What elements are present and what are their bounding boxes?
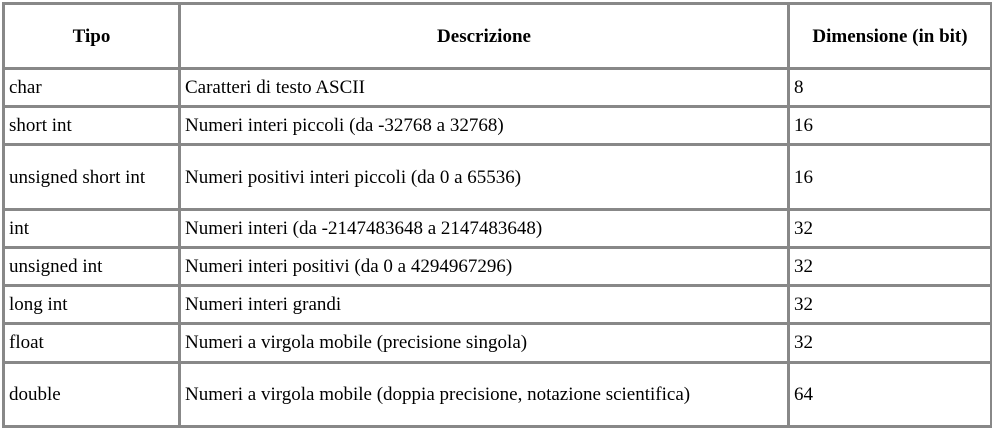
cell-dimensione: 64 <box>789 362 992 426</box>
cell-descrizione: Numeri interi positivi (da 0 a 4294967296) <box>180 247 789 285</box>
cell-tipo: double <box>4 362 180 426</box>
cell-tipo: int <box>4 209 180 247</box>
cell-dimensione: 16 <box>789 107 992 145</box>
cell-tipo: short int <box>4 107 180 145</box>
cell-dimensione: 32 <box>789 286 992 324</box>
cell-descrizione: Numeri a virgola mobile (doppia precisione, notazione scientifica) <box>180 362 789 426</box>
cell-tipo: char <box>4 69 180 107</box>
table-row <box>4 247 992 285</box>
header-row <box>4 4 992 69</box>
header-tipo: Tipo <box>4 4 180 69</box>
header-descrizione: Descrizione <box>180 4 789 69</box>
table-row <box>4 69 992 107</box>
cell-descrizione: Numeri positivi interi piccoli (da 0 a 65536) <box>180 145 789 209</box>
cell-dimensione: 8 <box>789 69 992 107</box>
cell-descrizione: Numeri interi grandi <box>180 286 789 324</box>
header-dimensione: Dimensione (in bit) <box>789 4 992 69</box>
cell-tipo: unsigned short int <box>4 145 180 209</box>
cell-tipo: long int <box>4 286 180 324</box>
cell-tipo: unsigned int <box>4 247 180 285</box>
table-row <box>4 209 992 247</box>
table-row <box>4 145 992 209</box>
data-types-table <box>2 2 992 428</box>
cell-dimensione: 16 <box>789 145 992 209</box>
cell-descrizione: Numeri interi (da -2147483648 a 2147483648) <box>180 209 789 247</box>
table-row <box>4 107 992 145</box>
cell-tipo: float <box>4 324 180 362</box>
cell-dimensione: 32 <box>789 247 992 285</box>
cell-descrizione: Numeri interi piccoli (da -32768 a 32768) <box>180 107 789 145</box>
table-row <box>4 286 992 324</box>
cell-dimensione: 32 <box>789 209 992 247</box>
table-row <box>4 324 992 362</box>
cell-descrizione: Numeri a virgola mobile (precisione singola) <box>180 324 789 362</box>
cell-descrizione: Caratteri di testo ASCII <box>180 69 789 107</box>
cell-dimensione: 32 <box>789 324 992 362</box>
table-row <box>4 362 992 426</box>
